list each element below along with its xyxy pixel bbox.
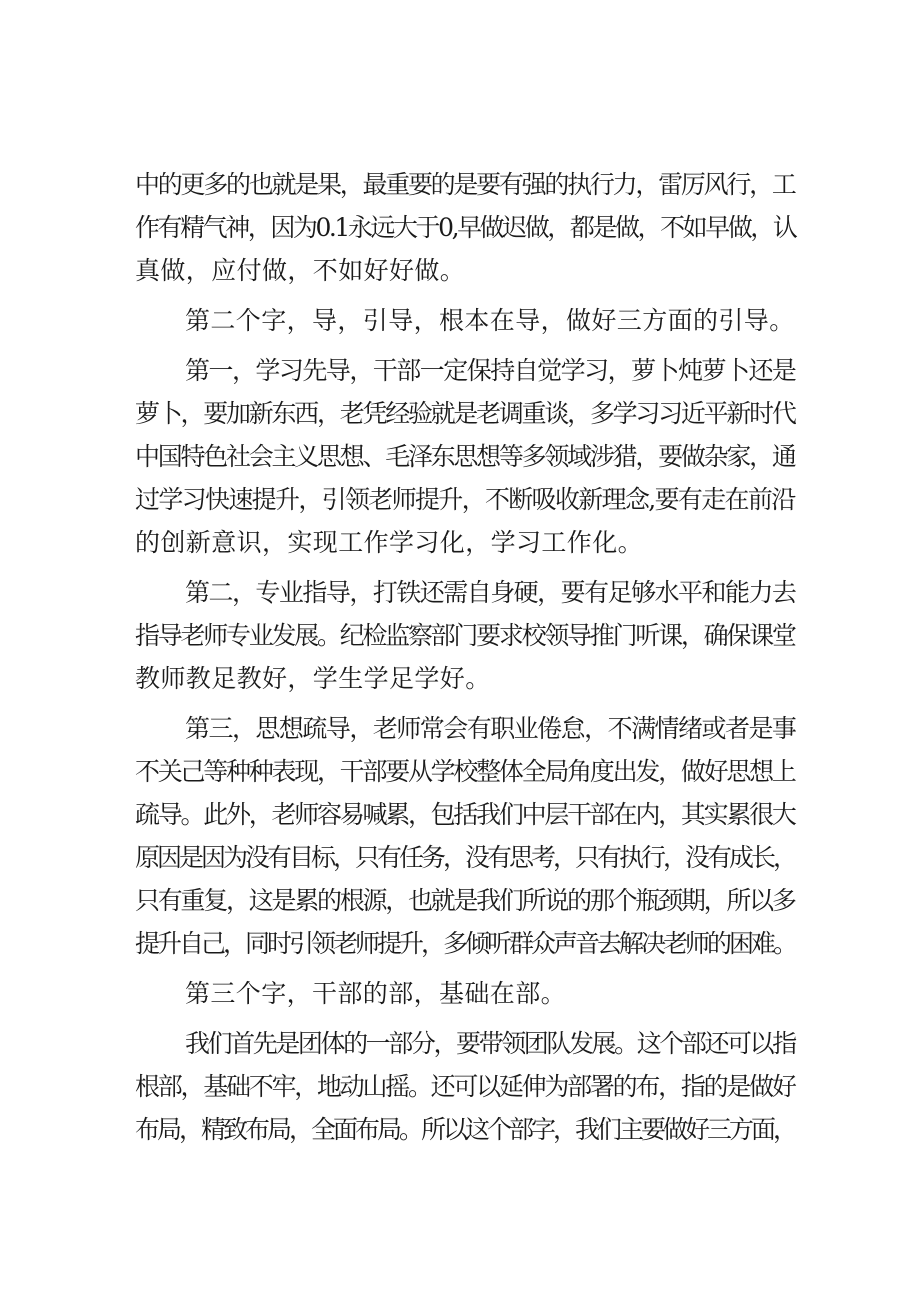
text-line: 我们首先是团体的一部分，要带领团队发展。这个部还可以指 xyxy=(185,1029,795,1058)
text-line: 教师教足教好，学生学足学好。 xyxy=(135,664,491,693)
text-line: 真做，应付做，不如好好做。 xyxy=(135,256,466,285)
text-line: 布局，精致布局，全面布局。所以这个部字，我们主要做好三方面， xyxy=(135,1115,796,1144)
text-line: 作有精气神，因为0.1永远大于0,早做迟做，都是做，不如早做，认 xyxy=(135,213,796,242)
text-line: 疏导。此外，老师容易喊累，包括我们中层干部在内，其实累很大 xyxy=(135,800,795,829)
text-line: 第二，专业指导，打铁还需自身硬，要有足够水平和能力去 xyxy=(185,578,796,607)
text-line: 第三，思想疏导，老师常会有职业倦怠，不满情绪或者是事 xyxy=(185,714,796,743)
text-line: 第二个字，导，引导，根本在导，做好三方面的引导。 xyxy=(185,306,795,335)
text-line: 第三个字，干部的部，基础在部。 xyxy=(185,979,567,1008)
text-line: 萝卜，要加新东西，老凭经验就是老调重谈，多学习习近平新时代 xyxy=(135,399,795,428)
text-line: 中国特色社会主义思想、毛泽东思想等多领域涉猎，要做杂家，通 xyxy=(135,442,795,471)
text-line: 原因是因为没有目标，只有任务，没有思考，只有执行，没有成长， xyxy=(135,843,796,872)
text-line: 只有重复，这是累的根源，也就是我们所说的那个瓶颈期，所以多 xyxy=(135,886,795,915)
text-line: 指导老师专业发展。纪检监察部门要求校领导推门听课，确保课堂 xyxy=(135,621,795,650)
text-line: 不关己等种种表现，干部要从学校整体全局角度出发，做好思想上 xyxy=(135,757,795,786)
text-line: 第一，学习先导，干部一定保持自觉学习，萝卜炖萝卜还是 xyxy=(185,356,796,385)
text-line: 过学习快速提升，引领老师提升，不断吸收新理念,要有走在前沿 xyxy=(135,485,795,514)
text-line: 的创新意识，实现工作学习化，学习工作化。 xyxy=(135,528,644,557)
text-line: 根部，基础不牢，地动山摇。还可以延伸为部署的布，指的是做好 xyxy=(135,1072,795,1101)
text-line: 中的更多的也就是果，最重要的是要有强的执行力，雷厉风行，工 xyxy=(135,170,795,199)
text-line: 提升自己，同时引领老师提升，多倾听群众声音去解决老师的困难。 xyxy=(135,929,796,958)
